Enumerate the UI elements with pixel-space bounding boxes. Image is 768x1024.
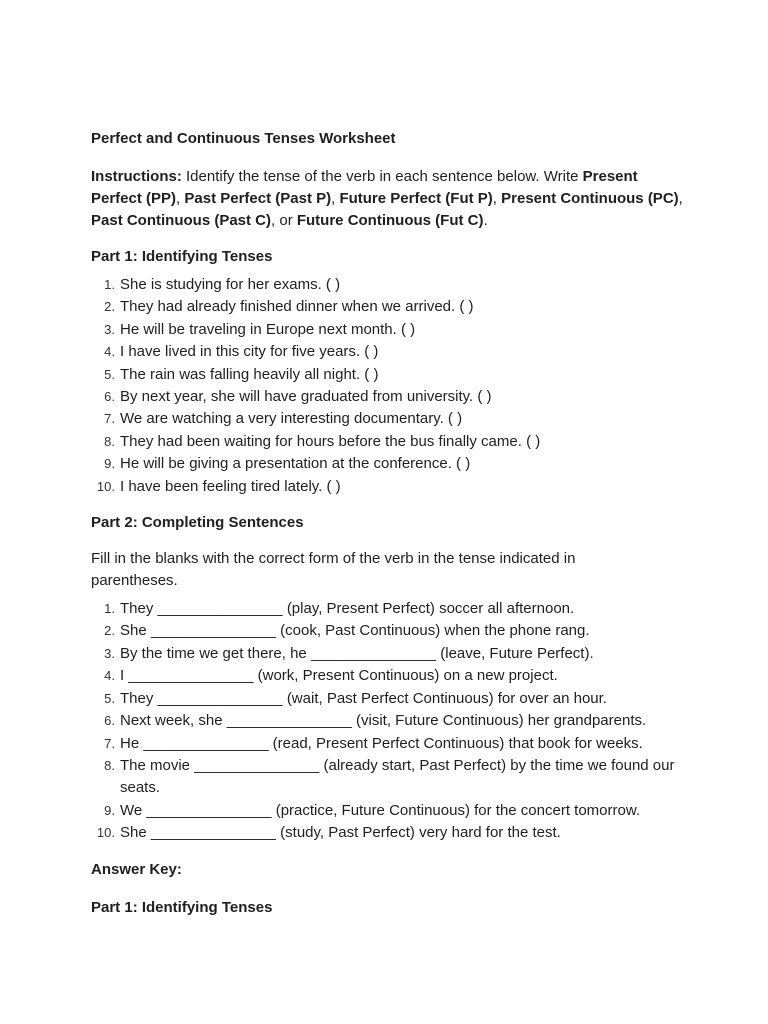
item-text: She is studying for her exams. ( ) [120,276,341,293]
part2-list [91,598,691,844]
list-item [91,755,680,800]
list-item [91,710,691,732]
item-text: I _______________ (work, Present Continuous) on a new project. [120,667,558,685]
list-item [91,643,691,665]
separator: , [331,190,340,207]
item-text: By next year, she will have graduated from university. ( ) [120,388,492,406]
part2-intro: Fill in the blanks with the correct form of the verb in the tense indicated in parentheses. [91,550,576,590]
item-text: The movie _______________ (already start, Past Perfect) by the time we found our seats. [120,756,675,797]
answer-key-part1-heading: Part 1: Identifying Tenses [91,898,273,916]
item-text: We _______________ (practice, Future Continuous) for the concert tomorrow. [120,801,641,819]
item-text: They had already finished dinner when we arrived. ( ) [120,298,474,316]
item-number: 3. [104,321,115,337]
item-number: 3. [104,645,115,661]
item-text: I have lived in this city for five years. ( ) [120,343,379,361]
list-item [91,620,691,642]
item-number: 1. [104,277,115,292]
item-number: 6. [104,389,115,405]
item-number: 8. [104,757,115,773]
list-item [91,733,691,755]
item-number: 4. [104,668,115,684]
list-item [91,688,691,710]
part1-heading: Part 1: Identifying Tenses [91,248,273,265]
separator: , [176,190,185,207]
list-item [91,364,691,386]
item-text: They _______________ (play, Present Perfect) soccer all afternoon. [120,600,575,618]
answer-key-heading: Answer Key: [91,860,182,878]
page-title: Perfect and Continuous Tenses Worksheet [91,130,396,147]
item-text: They _______________ (wait, Past Perfect Continuous) for over an hour. [120,689,607,707]
tense-present-continuous: Present Continuous (PC) [501,190,679,207]
item-text: He will be giving a presentation at the conference. ( ) [120,455,471,473]
tense-future-perfect: Future Perfect (Fut P) [339,190,493,207]
item-text: We are watching a very interesting documentary. ( ) [120,410,463,428]
item-text: Next week, she _______________ (visit, Future Continuous) her grandparents. [120,712,647,730]
item-number: 9. [104,802,115,818]
item-number: 1. [104,601,115,617]
item-number: 5. [104,690,115,706]
instructions-label: Instructions: [91,168,182,185]
list-item [91,453,691,475]
tense-present-perfect: Present Perfect (PP) [91,168,638,207]
list-item [91,296,691,318]
item-text: They had been waiting for hours before the bus finally came. ( ) [120,432,541,450]
item-number: 9. [104,456,115,472]
item-number: 6. [104,713,115,729]
document-body [91,128,691,925]
list-item [91,341,691,363]
item-text: He will be traveling in Europe next month. ( ) [120,320,416,338]
item-text: She _______________ (cook, Past Continuous) when the phone rang. [120,622,590,640]
item-text: She _______________ (study, Past Perfect) very hard for the test. [120,824,561,842]
item-text: He _______________ (read, Present Perfect Continuous) that book for weeks. [120,734,643,752]
separator: , or [271,212,297,229]
item-text: By the time we get there, he _______________ (leave, Future Perfect). [120,644,594,662]
tense-past-perfect: Past Perfect (Past P) [184,190,332,207]
list-item [91,431,691,453]
list-item [91,319,691,341]
part2-heading: Part 2: Completing Sentences [91,514,304,532]
item-number: 4. [104,344,115,360]
separator: . [483,212,488,229]
part1-list [91,274,691,498]
instructions-text: Identify the tense of the verb in each sentence below. Write [181,168,583,185]
list-item [91,386,691,408]
item-number: 2. [104,623,115,639]
list-item [91,274,691,296]
item-text: The rain was falling heavily all night. ( ) [120,365,379,383]
item-number: 8. [104,433,115,449]
item-number: 5. [104,366,115,382]
tense-future-continuous: Future Continuous (Fut C) [296,212,484,229]
list-item [91,408,691,430]
item-number: 7. [104,411,115,427]
item-number: 7. [104,735,115,751]
separator: , [678,190,683,207]
list-item [91,665,691,687]
list-item [91,800,691,822]
item-number: 2. [104,299,115,315]
item-text: I have been feeling tired lately. ( ) [120,477,341,495]
instructions [91,166,691,232]
list-item [91,598,691,620]
list-item [91,822,691,844]
item-number: 10. [96,478,115,494]
list-item [91,476,691,498]
item-number: 10. [96,825,115,841]
separator: , [492,190,502,207]
tense-past-continuous: Past Continuous (Past C) [91,212,272,229]
